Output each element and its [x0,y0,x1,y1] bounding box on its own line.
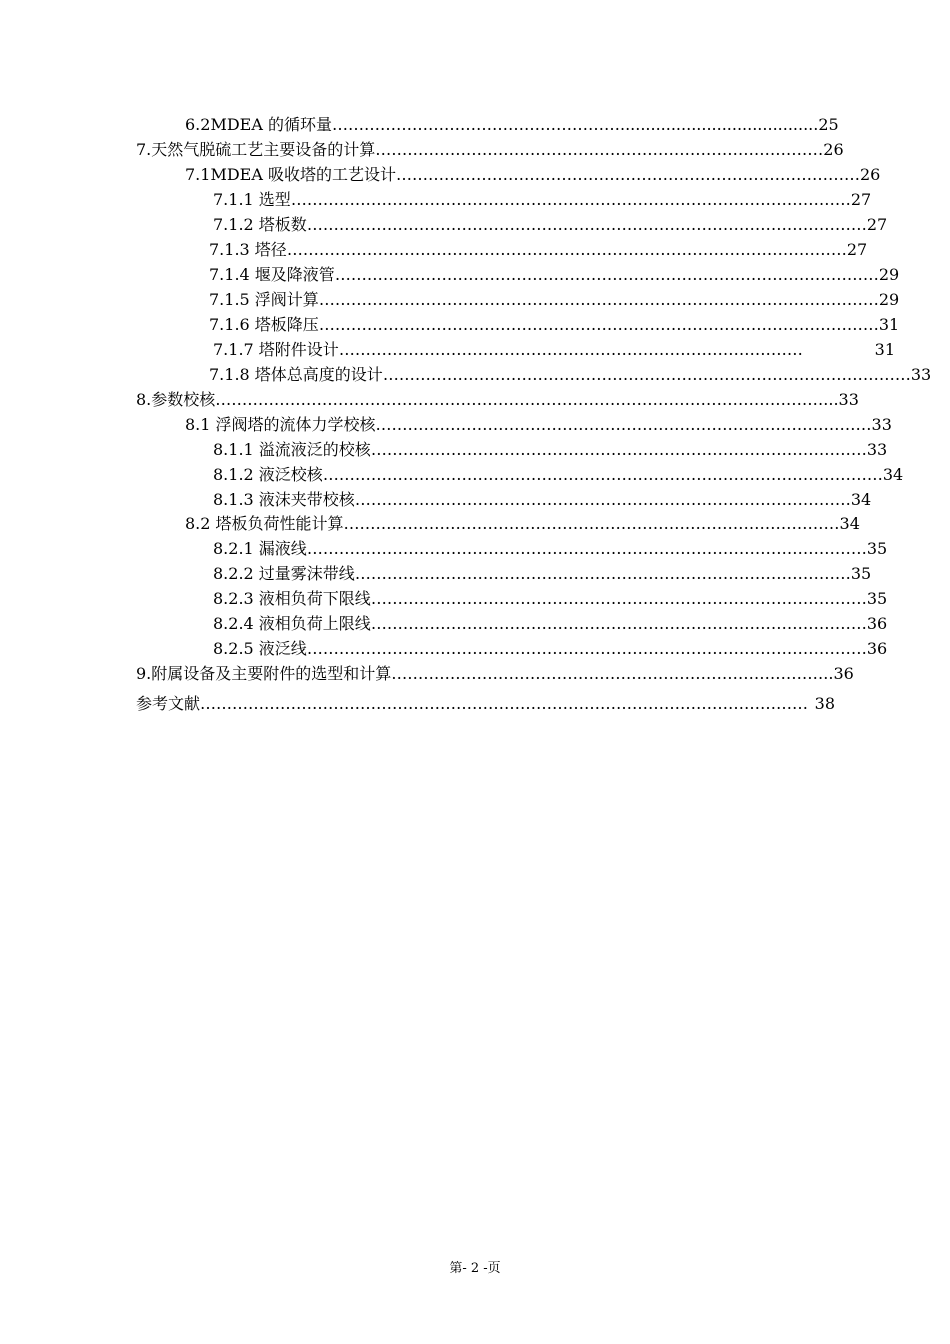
toc-entry-page: 27 [846,240,868,259]
toc-entry-leader: …………………………………………………………………………………………… [318,315,879,334]
toc-entry-leader: …………………………………………………………………………………………………… [215,390,824,409]
toc-entry-title: 7.1.4 堰及降液管 [209,265,335,284]
toc-entry-leader: …………………………………………………………………………… [338,340,803,359]
toc-entry-page: 34 [850,490,872,509]
toc-entry [213,338,895,362]
toc-entry [213,213,888,237]
toc-entry-leader: ………………………………………………………………………………… [370,440,867,459]
toc-entry [185,113,839,137]
toc-entry-page: ...33 [823,390,859,409]
toc-entry-title: 7.1MDEA 吸收塔的工艺设计 [185,165,396,184]
toc-entry-leader: …………………………………………………………………………… [395,165,860,184]
toc-entry [209,363,932,387]
toc-entry-title: 8.1 浮阀塔的流体力学校核 [185,415,376,434]
toc-entry-page: 26 [859,165,881,184]
toc-entry [213,488,872,512]
toc-entry-page: 31 [878,315,900,334]
toc-entry-page: 33 [866,440,888,459]
toc-entry-page: 35 [866,539,888,558]
toc-entry [213,537,888,561]
toc-entry-leader: ……………………………………………………………………… [391,664,824,683]
toc-entry-title: 8.2.4 液相负荷上限线 [213,614,371,633]
toc-entry-leader: ………………………………………………………………………………… [370,614,867,633]
toc-entry-page: 36 [866,614,888,633]
toc-entry-title: 7.天然气脱硫工艺主要设备的计算 [136,140,376,159]
toc-entry [213,438,888,462]
toc-entry-leader: ………………………………………………....................................... [331,115,819,134]
toc-entry-title: 8.2 塔板负荷性能计算 [185,514,344,533]
toc-entry-title: 9.附属设备及主要附件的选型和计算 [136,664,392,683]
toc-entry-page: 27 [866,215,888,234]
toc-entry-page: 25 [818,115,839,134]
toc-entry-page: 29 [878,290,900,309]
toc-entry-title: 7.1.2 塔板数 [213,215,307,234]
toc-entry [213,637,888,661]
toc-entry-title: 8.2.3 液相负荷下限线 [213,589,371,608]
toc-entry-page: 33 [871,415,892,434]
toc-entry-title: 8.1.2 液泛校核 [213,465,323,484]
toc-entry [213,188,872,212]
toc-entry-page: 29 [878,265,900,284]
toc-entry-title: 8.2.5 液泛线 [213,639,307,658]
toc-entry-title: 7.1.5 浮阀计算 [209,290,319,309]
toc-entry-page: 35 [866,589,888,608]
page-number-label: 第- 2 -页 [449,1261,501,1276]
toc-entry [209,263,900,287]
toc-entry [213,562,872,586]
toc-entry [185,413,892,437]
toc-entry-leader: …………………………………………………………………………………………… [318,290,879,309]
toc-entry [136,692,835,716]
toc-entry-title: 7.1.7 塔附件设计 [213,340,339,359]
toc-entry [213,587,888,611]
toc-entry-title: 8.1.1 溢流液泛的校核 [213,440,371,459]
toc-entry-page: 38 [814,694,835,713]
toc-entry [213,612,888,636]
toc-entry [209,313,900,337]
toc-entry [209,288,900,312]
toc-entry-leader: ………………………………………………………………………………… [370,589,867,608]
toc-entry-title: 6.2MDEA 的循环量 [185,115,332,134]
toc-entry-leader: …………………………………………………………………………………………… [322,465,883,484]
toc-entry-title: 8.参数校核 [136,390,216,409]
toc-entry-title: 7.1.1 选型 [213,190,291,209]
toc-entry-page: 31 [874,340,895,359]
toc-entry-leader: ………………………………………………………………………………………… [334,265,879,284]
toc-entry-leader: …………………………………………………………………………………………… [306,215,867,234]
toc-entry-page: 33 [910,365,932,384]
page-footer [0,1259,950,1279]
toc-entry [185,512,860,536]
toc-entry-page: 34 [839,514,860,533]
toc-entry-page: 35 [850,564,872,583]
toc-entry-title: 8.2.2 过量雾沫带线 [213,564,355,583]
toc-entry [136,388,859,412]
toc-entry-title: 7.1.6 塔板降压 [209,315,319,334]
toc-entry-title: 8.1.3 液沫夹带校核 [213,490,355,509]
toc-entry-title: 7.1.8 塔体总高度的设计 [209,365,383,384]
toc-entry-page: 36 [866,639,888,658]
toc-entry [136,662,854,686]
toc-entry-page: 34 [882,465,904,484]
toc-entry-leader: ………………………………………………………………………… [375,140,824,159]
toc-entry-leader: ………………………………………………………………………………… [375,415,872,434]
toc-entry-page: ..36 [823,664,854,683]
toc-entry [213,463,904,487]
toc-entry-leader: ……………………………………………………………………………………… [382,365,911,384]
toc-entry [209,238,868,262]
toc-entry-leader: ………………………………………………………………………………… [354,564,851,583]
toc-entry-leader: …………………………………………………………………………………………… [290,190,851,209]
toc-entry-leader: ………………………………………………………………………………… [354,490,851,509]
toc-entry-leader: …………………………………………………………………………………………… [306,639,867,658]
toc-entry [185,163,881,187]
toc-entry [136,138,844,162]
toc-entry-page: 27 [850,190,872,209]
toc-entry-page: 26 [823,140,844,159]
toc-entry-leader: …………………………………………………………………………………………………… [200,694,809,713]
toc-entry-leader: …………………………………………………………………………………………… [286,240,847,259]
toc-entry-leader: ………………………………………………………………………………… [343,514,840,533]
toc-entry-title: 7.1.3 塔径 [209,240,287,259]
toc-entry-title: 8.2.1 漏液线 [213,539,307,558]
toc-entry-title: 参考文献 [136,694,201,713]
toc-entry-leader: …………………………………………………………………………………………… [306,539,867,558]
